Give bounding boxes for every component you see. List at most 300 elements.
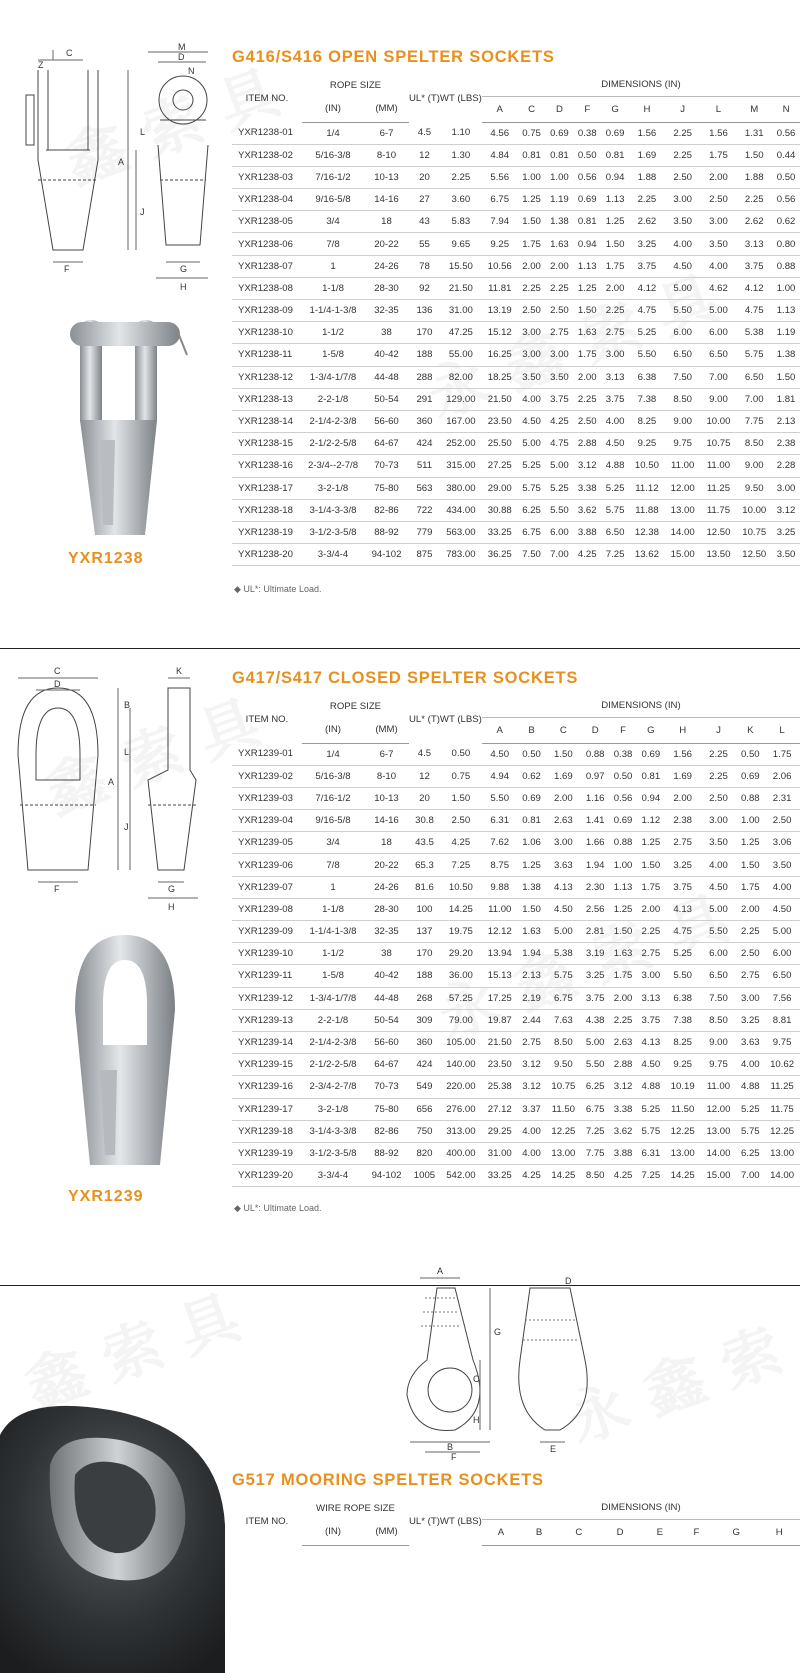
table-cell: 5.25 bbox=[736, 1098, 764, 1120]
header-dim-g: G bbox=[601, 96, 629, 122]
table-cell: 1.00 bbox=[736, 810, 764, 832]
table-cell: 0.50 bbox=[518, 743, 546, 765]
table-cell: 750 bbox=[409, 1120, 440, 1142]
table-cell: 1.38 bbox=[545, 211, 573, 233]
table-cell: 23.50 bbox=[482, 1054, 518, 1076]
item-number-cell: YXR1238-04 bbox=[232, 189, 302, 211]
table-cell: 8.50 bbox=[665, 388, 701, 410]
section-title: G417/S417 CLOSED SPELTER SOCKETS bbox=[232, 669, 579, 687]
table-cell: 2.75 bbox=[736, 965, 764, 987]
table-cell: 4.50 bbox=[545, 898, 581, 920]
table-cell: 1.19 bbox=[545, 189, 573, 211]
table-cell: 1-1/4-1-3/8 bbox=[302, 300, 364, 322]
table-cell: 1.50 bbox=[601, 233, 629, 255]
table-cell: 3/4 bbox=[302, 832, 364, 854]
table-cell: 6.75 bbox=[518, 521, 546, 543]
table-cell: 3.25 bbox=[581, 965, 609, 987]
table-cell: 1.56 bbox=[629, 122, 665, 144]
table-cell: 549 bbox=[409, 1076, 440, 1098]
dim-label-d: D bbox=[178, 52, 185, 62]
table-cell: 6.50 bbox=[701, 344, 737, 366]
table-cell: 7.38 bbox=[629, 388, 665, 410]
table-cell: 2.25 bbox=[609, 1009, 637, 1031]
table-cell: 2.25 bbox=[573, 388, 601, 410]
table-row bbox=[232, 322, 800, 344]
table-cell: 820 bbox=[409, 1142, 440, 1164]
table-cell: 0.81 bbox=[573, 211, 601, 233]
table-cell: 11.25 bbox=[764, 1076, 800, 1098]
table-cell: 3.75 bbox=[665, 876, 701, 898]
table-row bbox=[232, 233, 800, 255]
table-cell: 13.00 bbox=[665, 499, 701, 521]
table-cell: 18 bbox=[364, 211, 409, 233]
table-cell: 19.75 bbox=[440, 921, 482, 943]
table-cell: 0.62 bbox=[518, 765, 546, 787]
header-dimensions: DIMENSIONS (IN) bbox=[482, 1497, 800, 1519]
table-cell: 10.50 bbox=[629, 455, 665, 477]
table-cell: 3.62 bbox=[573, 499, 601, 521]
table-cell: 64-67 bbox=[364, 433, 409, 455]
table-cell: 10.75 bbox=[736, 521, 772, 543]
header-dim-d: D bbox=[600, 1519, 641, 1545]
table-cell: 0.62 bbox=[772, 211, 800, 233]
table-row bbox=[232, 1009, 800, 1031]
item-number-cell: YXR1238-08 bbox=[232, 277, 302, 299]
table-cell: 1.94 bbox=[581, 854, 609, 876]
table-cell: 11.50 bbox=[665, 1098, 701, 1120]
table-cell: 1 bbox=[302, 876, 364, 898]
mooring-spelter-section bbox=[0, 1266, 800, 1673]
table-cell: 1.63 bbox=[573, 322, 601, 344]
table-cell: 1.63 bbox=[518, 921, 546, 943]
table-cell: 3.63 bbox=[545, 854, 581, 876]
table-cell: 6.00 bbox=[701, 322, 737, 344]
table-cell: 2-3/4--2-7/8 bbox=[302, 455, 364, 477]
table-cell: 75-80 bbox=[364, 477, 409, 499]
table-cell: 21.50 bbox=[440, 277, 482, 299]
table-cell: 1.94 bbox=[518, 943, 546, 965]
table-cell: 2.13 bbox=[772, 410, 800, 432]
table-cell: 7.25 bbox=[637, 1165, 665, 1187]
table-cell: 13.19 bbox=[482, 300, 518, 322]
table-row bbox=[232, 965, 800, 987]
table-cell: 2.25 bbox=[665, 122, 701, 144]
table-cell: 4.75 bbox=[629, 300, 665, 322]
table-cell: 19.87 bbox=[482, 1009, 518, 1031]
header-dim-h: H bbox=[629, 96, 665, 122]
table-cell: 2.63 bbox=[609, 1031, 637, 1053]
dim-label-k: K bbox=[176, 666, 183, 676]
table-cell: 1-1/2 bbox=[302, 322, 364, 344]
footnote: ◆ UL*: Ultimate Load. bbox=[234, 1203, 322, 1213]
table-cell: 5.50 bbox=[665, 300, 701, 322]
table-cell: 511 bbox=[409, 455, 440, 477]
table-cell: 2.50 bbox=[545, 300, 573, 322]
table-cell: 1-3/4-1/7/8 bbox=[302, 366, 364, 388]
table-cell: 82.00 bbox=[440, 366, 482, 388]
table-cell: 2.50 bbox=[518, 300, 546, 322]
table-cell: 0.69 bbox=[573, 189, 601, 211]
open-socket-photo bbox=[65, 300, 195, 560]
table-cell: 13.00 bbox=[545, 1142, 581, 1164]
table-cell: 2.00 bbox=[736, 898, 764, 920]
table-cell: 4.5 bbox=[409, 122, 440, 144]
table-cell: 4.25 bbox=[518, 1165, 546, 1187]
table-row bbox=[232, 544, 800, 566]
table-cell: 3.88 bbox=[609, 1142, 637, 1164]
table-cell: 1.50 bbox=[772, 366, 800, 388]
table-cell: 8-10 bbox=[364, 765, 409, 787]
table-row bbox=[232, 433, 800, 455]
table-cell: 2-2-1/8 bbox=[302, 1009, 364, 1031]
table-cell: 6.00 bbox=[701, 943, 737, 965]
table-cell: 0.38 bbox=[609, 743, 637, 765]
table-cell: 15.13 bbox=[482, 965, 518, 987]
section-title: G416/S416 OPEN SPELTER SOCKETS bbox=[232, 48, 555, 66]
table-cell: 5.25 bbox=[545, 477, 573, 499]
table-cell: 1.63 bbox=[545, 233, 573, 255]
table-cell: 2.50 bbox=[764, 810, 800, 832]
table-cell: 3.75 bbox=[736, 255, 772, 277]
table-cell: 1.13 bbox=[601, 189, 629, 211]
table-cell: 4.56 bbox=[482, 122, 518, 144]
header-rope-size: WIRE ROPE SIZE bbox=[316, 1502, 395, 1514]
table-cell: 0.56 bbox=[772, 122, 800, 144]
header-dim-h: H bbox=[665, 717, 701, 743]
table-cell: 14-16 bbox=[364, 810, 409, 832]
table-cell: 1.50 bbox=[637, 854, 665, 876]
table-cell: 10.19 bbox=[665, 1076, 701, 1098]
table-cell: 1.69 bbox=[545, 765, 581, 787]
table-cell: 7.62 bbox=[482, 832, 518, 854]
table-cell: 24-26 bbox=[364, 255, 409, 277]
table-cell: 4.00 bbox=[601, 410, 629, 432]
table-cell: 31.00 bbox=[440, 300, 482, 322]
table-cell: 1-5/8 bbox=[302, 965, 364, 987]
table-cell: 13.94 bbox=[482, 943, 518, 965]
table-cell: 563.00 bbox=[440, 521, 482, 543]
header-item: ITEM NO. bbox=[245, 713, 289, 725]
table-cell: 3.88 bbox=[573, 521, 601, 543]
header-dim-m: M bbox=[736, 96, 772, 122]
footnote: ◆ UL*: Ultimate Load. bbox=[234, 584, 322, 594]
table-cell: 7.25 bbox=[601, 544, 629, 566]
table-cell: 2.50 bbox=[573, 410, 601, 432]
table-cell: 1.25 bbox=[573, 277, 601, 299]
table-cell: 4.38 bbox=[581, 1009, 609, 1031]
table-cell: 4.25 bbox=[545, 410, 573, 432]
table-cell: 33.25 bbox=[482, 1165, 518, 1187]
table-cell: 20-22 bbox=[364, 854, 409, 876]
table-cell: 170 bbox=[409, 943, 440, 965]
table-cell: 0.81 bbox=[518, 810, 546, 832]
table-cell: 50-54 bbox=[364, 388, 409, 410]
table-cell: 9.25 bbox=[482, 233, 518, 255]
table-cell: 1.50 bbox=[518, 211, 546, 233]
table-cell: 2.00 bbox=[665, 787, 701, 809]
table-cell: 0.50 bbox=[736, 743, 764, 765]
table-cell: 3-1/4-3-3/8 bbox=[302, 1120, 364, 1142]
table-cell: 4.50 bbox=[764, 898, 800, 920]
table-cell: 3.25 bbox=[736, 1009, 764, 1031]
table-cell: 3.63 bbox=[736, 1031, 764, 1053]
table-cell: 3.12 bbox=[772, 499, 800, 521]
table-cell: 2.44 bbox=[518, 1009, 546, 1031]
dim-label-h: H bbox=[180, 282, 187, 292]
table-cell: 3.62 bbox=[609, 1120, 637, 1142]
table-cell: 6.75 bbox=[482, 189, 518, 211]
header-mm: (MM) bbox=[364, 1519, 409, 1545]
item-number-cell: YXR1239-17 bbox=[232, 1098, 302, 1120]
table-cell: 288 bbox=[409, 366, 440, 388]
table-cell: 0.69 bbox=[609, 810, 637, 832]
table-cell: 7.50 bbox=[518, 544, 546, 566]
table-cell: 13.62 bbox=[629, 544, 665, 566]
header-in: (IN) bbox=[302, 96, 364, 122]
table-cell: 32-35 bbox=[364, 300, 409, 322]
table-cell: 3.00 bbox=[736, 987, 764, 1009]
table-cell: 7.63 bbox=[545, 1009, 581, 1031]
table-cell: 5.75 bbox=[736, 344, 772, 366]
table-cell: 656 bbox=[409, 1098, 440, 1120]
table-cell: 3.00 bbox=[545, 832, 581, 854]
table-cell: 6-7 bbox=[364, 122, 409, 144]
table-cell: 1.38 bbox=[772, 344, 800, 366]
table-cell: 82-86 bbox=[364, 499, 409, 521]
table-cell: 3.50 bbox=[701, 832, 737, 854]
table-cell: 1.50 bbox=[573, 300, 601, 322]
table-cell: 2.00 bbox=[601, 277, 629, 299]
table-cell: 1005 bbox=[409, 1165, 440, 1187]
table-cell: 10-13 bbox=[364, 787, 409, 809]
table-cell: 3/4 bbox=[302, 211, 364, 233]
item-number-cell: YXR1239-04 bbox=[232, 810, 302, 832]
table-cell: 2.00 bbox=[518, 255, 546, 277]
table-cell: 220.00 bbox=[440, 1076, 482, 1098]
table-cell: 1.75 bbox=[609, 965, 637, 987]
table-cell: 20-22 bbox=[364, 233, 409, 255]
item-number-cell: YXR1238-16 bbox=[232, 455, 302, 477]
table-cell: 2.25 bbox=[518, 277, 546, 299]
table-cell: 1.13 bbox=[772, 300, 800, 322]
table-cell: 11.12 bbox=[629, 477, 665, 499]
table-cell: 9.00 bbox=[701, 388, 737, 410]
table-cell: 1.13 bbox=[573, 255, 601, 277]
table-cell: 2-2-1/8 bbox=[302, 388, 364, 410]
table-cell: 136 bbox=[409, 300, 440, 322]
table-cell: 6.00 bbox=[545, 521, 573, 543]
dim-label-n: N bbox=[188, 66, 195, 76]
table-cell: 8-10 bbox=[364, 144, 409, 166]
table-cell: 0.97 bbox=[581, 765, 609, 787]
table-cell: 2-1/4-2-3/8 bbox=[302, 1031, 364, 1053]
table-cell: 70-73 bbox=[364, 1076, 409, 1098]
table-cell: 2-1/2-2-5/8 bbox=[302, 433, 364, 455]
table-cell: 14.25 bbox=[545, 1165, 581, 1187]
table-cell: 0.69 bbox=[637, 743, 665, 765]
table-row bbox=[232, 921, 800, 943]
table-cell: 44-48 bbox=[364, 366, 409, 388]
table-cell: 38 bbox=[364, 943, 409, 965]
table-cell: 3-2-1/8 bbox=[302, 1098, 364, 1120]
item-number-cell: YXR1238-17 bbox=[232, 477, 302, 499]
table-cell: 4.00 bbox=[764, 876, 800, 898]
table-cell: 33.25 bbox=[482, 521, 518, 543]
table-cell: 7/8 bbox=[302, 233, 364, 255]
table-cell: 7/16-1/2 bbox=[302, 166, 364, 188]
table-cell: 3.25 bbox=[629, 233, 665, 255]
table-cell: 9/16-5/8 bbox=[302, 810, 364, 832]
table-cell: 6.00 bbox=[764, 943, 800, 965]
dim-label-a: A bbox=[118, 157, 125, 167]
table-cell: 1.56 bbox=[665, 743, 701, 765]
table-cell: 6.25 bbox=[518, 499, 546, 521]
table-cell: 6.50 bbox=[736, 366, 772, 388]
table-cell: 0.69 bbox=[736, 765, 764, 787]
table-cell: 6.50 bbox=[764, 965, 800, 987]
table-cell: 2.56 bbox=[581, 898, 609, 920]
closed-socket-drawing bbox=[8, 660, 213, 920]
table-cell: 23.50 bbox=[482, 410, 518, 432]
table-cell: 2.75 bbox=[601, 322, 629, 344]
header-ul: UL* (T) bbox=[409, 713, 440, 725]
table-row bbox=[232, 1165, 800, 1187]
table-cell: 5/16-3/8 bbox=[302, 765, 364, 787]
header-dim-j: J bbox=[701, 717, 737, 743]
table-cell: 12.25 bbox=[764, 1120, 800, 1142]
table-cell: 4.00 bbox=[518, 1142, 546, 1164]
dim-label-h: H bbox=[473, 1415, 480, 1425]
table-cell: 75-80 bbox=[364, 1098, 409, 1120]
table-cell: 7.50 bbox=[701, 987, 737, 1009]
table-cell: 0.81 bbox=[518, 144, 546, 166]
table-cell: 32-35 bbox=[364, 921, 409, 943]
table-cell: 31.00 bbox=[482, 1142, 518, 1164]
table-cell: 10.75 bbox=[545, 1076, 581, 1098]
dim-label-m: M bbox=[178, 42, 186, 52]
table-cell: 11.00 bbox=[482, 898, 518, 920]
table-cell: 140.00 bbox=[440, 1054, 482, 1076]
table-cell: 50-54 bbox=[364, 1009, 409, 1031]
table-cell: 5.83 bbox=[440, 211, 482, 233]
table-row bbox=[232, 300, 800, 322]
table-cell: 5.75 bbox=[518, 477, 546, 499]
table-cell: 4.00 bbox=[665, 233, 701, 255]
table-cell: 36.25 bbox=[482, 544, 518, 566]
table-cell: 16.25 bbox=[482, 344, 518, 366]
table-cell: 1.88 bbox=[629, 166, 665, 188]
table-cell: 14.00 bbox=[764, 1165, 800, 1187]
table-cell: 0.88 bbox=[772, 255, 800, 277]
table-row bbox=[232, 987, 800, 1009]
table-row bbox=[232, 477, 800, 499]
table-cell: 360 bbox=[409, 410, 440, 432]
table-cell: 17.25 bbox=[482, 987, 518, 1009]
table-cell: 2.25 bbox=[629, 189, 665, 211]
table-cell: 1-1/4-1-3/8 bbox=[302, 921, 364, 943]
dim-label-f: F bbox=[451, 1452, 457, 1460]
item-number-cell: YXR1239-14 bbox=[232, 1031, 302, 1053]
table-cell: 7.00 bbox=[701, 366, 737, 388]
header-dim-a: A bbox=[482, 96, 518, 122]
table-cell: 1.25 bbox=[736, 832, 764, 854]
table-cell: 5.25 bbox=[637, 1098, 665, 1120]
table-cell: 15.12 bbox=[482, 322, 518, 344]
table-cell: 14.25 bbox=[440, 898, 482, 920]
table-cell: 3.75 bbox=[601, 388, 629, 410]
table-cell: 13.00 bbox=[764, 1142, 800, 1164]
table-cell: 0.50 bbox=[772, 166, 800, 188]
table-cell: 313.00 bbox=[440, 1120, 482, 1142]
table-cell: 3.50 bbox=[545, 366, 573, 388]
table-cell: 1-1/8 bbox=[302, 898, 364, 920]
table-cell: 79.00 bbox=[440, 1009, 482, 1031]
item-number-cell: YXR1239-01 bbox=[232, 743, 302, 765]
dim-label-f: F bbox=[54, 884, 60, 894]
table-cell: 38 bbox=[364, 322, 409, 344]
table-cell: 9.75 bbox=[665, 433, 701, 455]
table-cell: 4.75 bbox=[545, 433, 573, 455]
table-cell: 88-92 bbox=[364, 521, 409, 543]
item-number-cell: YXR1238-02 bbox=[232, 144, 302, 166]
table-cell: 4.5 bbox=[409, 743, 440, 765]
table-cell: 0.50 bbox=[609, 765, 637, 787]
table-cell: 4.84 bbox=[482, 144, 518, 166]
table-cell: 7.00 bbox=[545, 544, 573, 566]
table-cell: 57.25 bbox=[440, 987, 482, 1009]
table-cell: 11.88 bbox=[629, 499, 665, 521]
dim-label-j: J bbox=[140, 207, 145, 217]
watermark bbox=[12, 1270, 250, 1427]
table-cell: 0.81 bbox=[637, 765, 665, 787]
table-cell: 1.41 bbox=[581, 810, 609, 832]
table-cell: 30.88 bbox=[482, 499, 518, 521]
item-number-cell: YXR1239-15 bbox=[232, 1054, 302, 1076]
open-socket-drawing bbox=[8, 40, 213, 295]
table-cell: 3.75 bbox=[581, 987, 609, 1009]
table-cell: 64-67 bbox=[364, 1054, 409, 1076]
table-cell: 129.00 bbox=[440, 388, 482, 410]
item-number-cell: YXR1238-19 bbox=[232, 521, 302, 543]
table-cell: 5.50 bbox=[482, 787, 518, 809]
header-ul: UL* (T) bbox=[409, 1515, 440, 1527]
table-cell: 15.50 bbox=[440, 255, 482, 277]
table-cell: 5.50 bbox=[545, 499, 573, 521]
table-cell: 3.75 bbox=[545, 388, 573, 410]
dim-label-h: H bbox=[168, 902, 175, 912]
table-cell: 5.00 bbox=[701, 898, 737, 920]
header-dim-l: L bbox=[701, 96, 737, 122]
table-cell: 1.12 bbox=[637, 810, 665, 832]
header-dim-f: F bbox=[679, 1519, 714, 1545]
table-cell: 4.50 bbox=[665, 255, 701, 277]
table-cell: 9.88 bbox=[482, 876, 518, 898]
header-in: (IN) bbox=[302, 717, 364, 743]
table-cell: 14.25 bbox=[665, 1165, 701, 1187]
table-cell: 12.25 bbox=[545, 1120, 581, 1142]
dim-label-f: F bbox=[64, 264, 70, 274]
table-cell: 8.25 bbox=[629, 410, 665, 432]
table-cell: 4.25 bbox=[440, 832, 482, 854]
table-cell: 78 bbox=[409, 255, 440, 277]
open-spelter-section bbox=[0, 0, 800, 660]
table-cell: 65.3 bbox=[409, 854, 440, 876]
table-cell: 9.65 bbox=[440, 233, 482, 255]
header-dim-j: J bbox=[665, 96, 701, 122]
table-cell: 3.00 bbox=[637, 965, 665, 987]
header-dim-a: A bbox=[482, 1519, 520, 1545]
table-cell: 6.31 bbox=[482, 810, 518, 832]
